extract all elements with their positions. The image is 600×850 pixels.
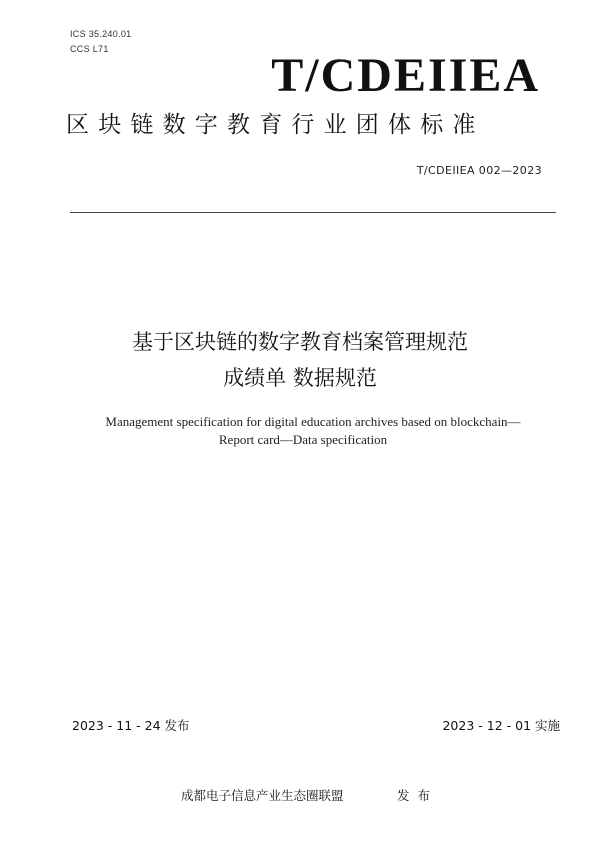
title-chinese-line-2: 成绩单 数据规范 <box>223 366 377 390</box>
header-divider <box>70 212 556 213</box>
publisher-name: 成都电子信息产业生态圈联盟 <box>181 788 344 803</box>
issue-date: 2023 - 11 - 24 发布 <box>72 718 190 733</box>
title-english-line-1: Management specification for digital education archives based on blockchain— <box>105 414 521 429</box>
organization-code-logo: T/CDEIIEA <box>271 49 540 102</box>
standard-type-heading: 区块链数字教育行业团体标准 <box>66 112 485 138</box>
standard-number: T/CDEIIEA 002—2023 <box>416 164 542 177</box>
ccs-code: CCS L71 <box>70 44 109 54</box>
title-chinese-line-1: 基于区块链的数字教育档案管理规范 <box>132 330 468 354</box>
publish-label: 发布 <box>397 788 439 803</box>
ics-code: ICS 35.240.01 <box>70 29 132 39</box>
implementation-date: 2023 - 12 - 01 实施 <box>442 718 560 733</box>
title-english-line-2: Report card—Data specification <box>218 432 388 447</box>
